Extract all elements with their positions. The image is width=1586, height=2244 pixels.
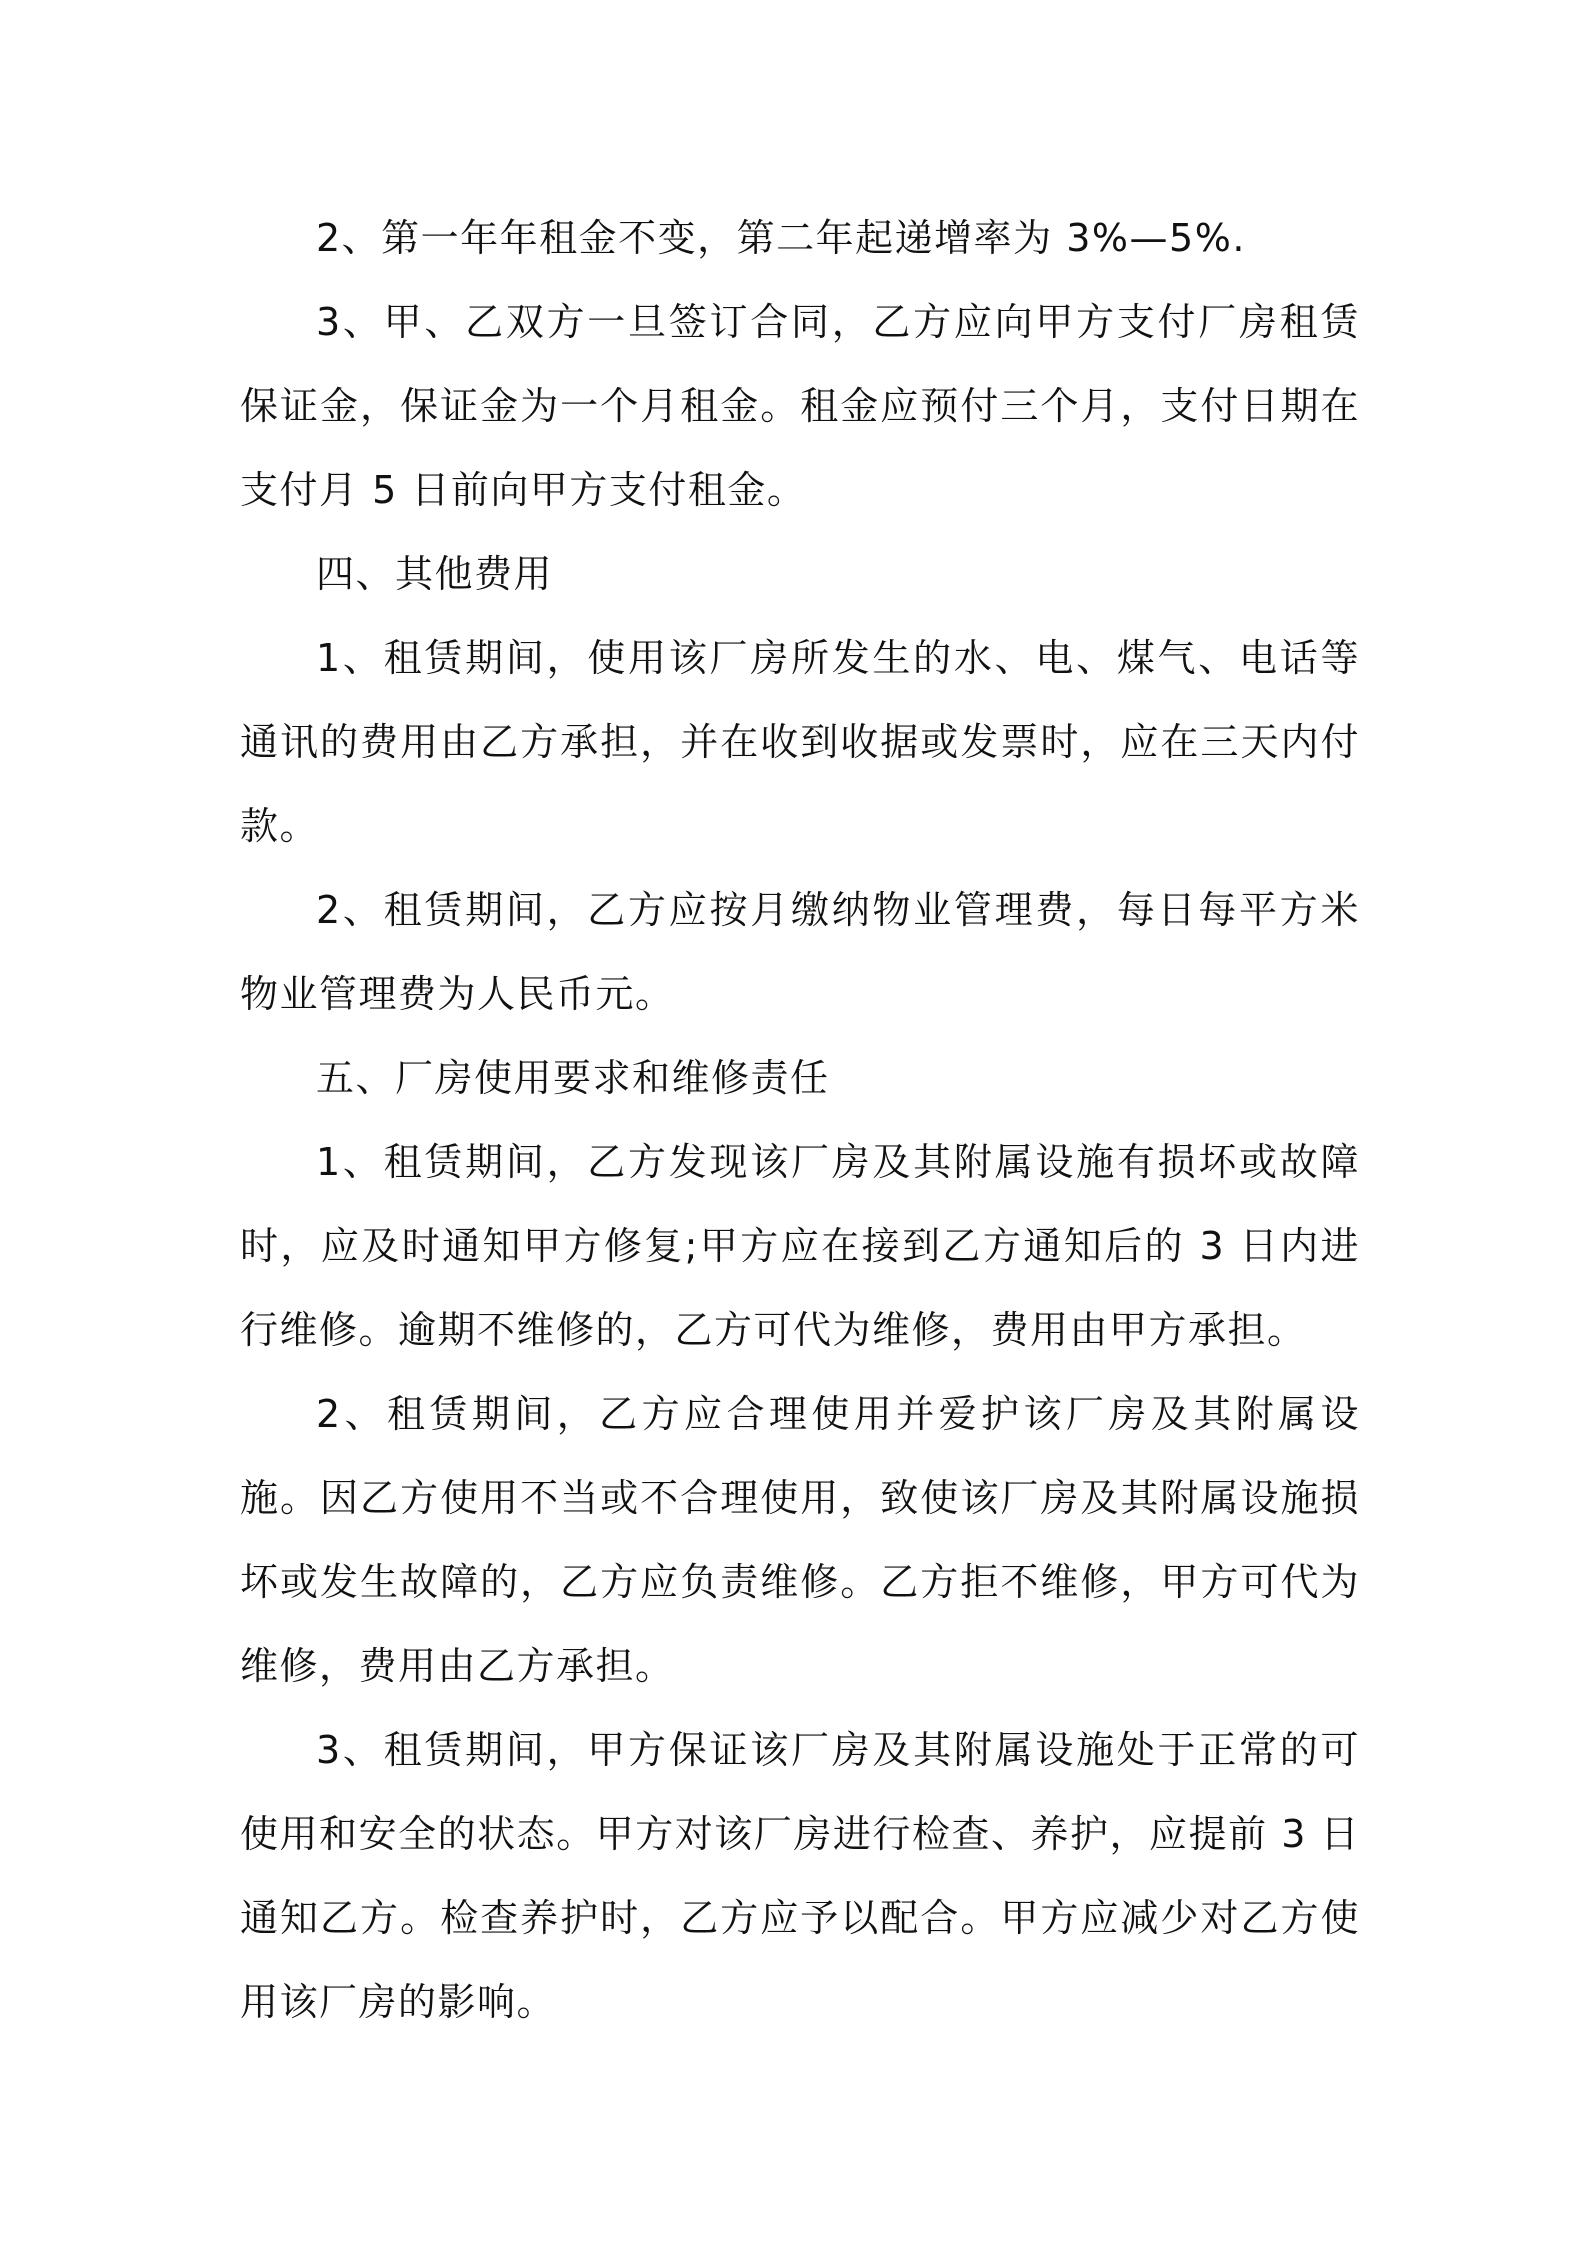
paragraph-property-fee: 2、租赁期间，乙方应按月缴纳物业管理费，每日每平方米物业管理费为人民币元。 [240, 888, 1360, 1016]
paragraph-inspection: 3、租赁期间，甲方保证该厂房及其附属设施处于正常的可使用和安全的状态。甲方对该厂房进行检查、养护，应提前 3 日通知乙方。检查养护时，乙方应予以配合。甲方应减少对乙方使用该厂房的影响。 [240, 1728, 1360, 2024]
paragraph-repair-notice: 1、租赁期间，乙方发现该厂房及其附属设施有损坏或故障时，应及时通知甲方修复;甲方应在接到乙方通知后的 3 日内进行维修。逾期不维修的，乙方可代为维修，费用由甲方承担。 [240, 1140, 1360, 1352]
section-heading-maintenance: 五、厂房使用要求和维修责任 [316, 1056, 830, 1100]
paragraph-rent-increase: 2、第一年年租金不变，第二年起递增率为 3%—5%. [316, 216, 1246, 260]
paragraph-proper-use: 2、租赁期间，乙方应合理使用并爱护该厂房及其附属设施。因乙方使用不当或不合理使用，致使该厂房及其附属设施损坏或发生故障的，乙方应负责维修。乙方拒不维修，甲方可代为维修，费用由乙方承担。 [240, 1392, 1360, 1688]
document-body [240, 196, 1360, 2044]
paragraph-utilities: 1、租赁期间，使用该厂房所发生的水、电、煤气、电话等通讯的费用由乙方承担，并在收到收据或发票时，应在三天内付款。 [240, 636, 1360, 848]
paragraph-deposit-payment: 3、甲、乙双方一旦签订合同，乙方应向甲方支付厂房租赁保证金，保证金为一个月租金。租金应预付三个月，支付日期在支付月 5 日前向甲方支付租金。 [240, 300, 1360, 512]
section-heading-other-fees: 四、其他费用 [316, 552, 554, 596]
